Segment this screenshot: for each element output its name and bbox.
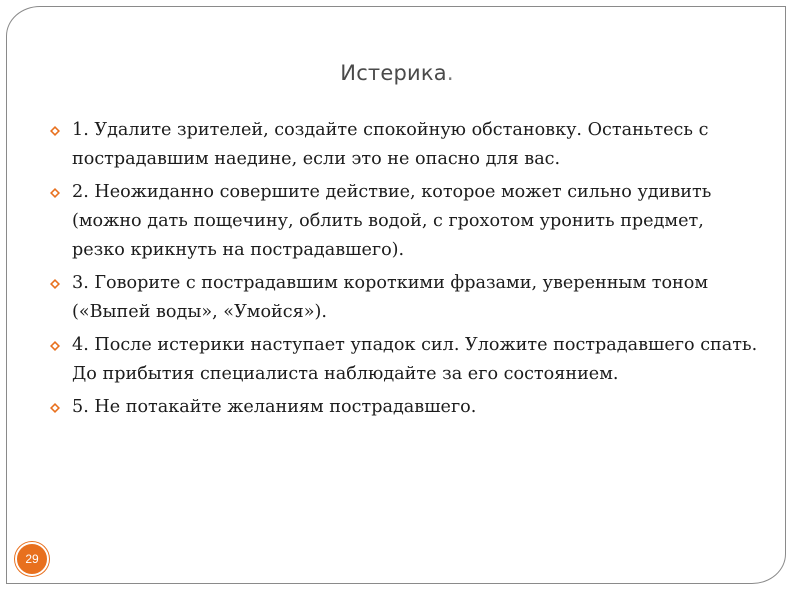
list-item [50,393,762,422]
list-item-text: 2. Неожиданно совершите действие, которое может сильно удивить (можно дать пощечину, облить водой, с грохотом уронить предмет, резко крикнуть на пострадавшего). [72,182,712,260]
list-item-text: 5. Не потакайте желаниям пострадавшего. [72,397,477,417]
list-item-text: 1. Удалите зрителей, создайте спокойную обстановку. Останьтесь с пострадавшим наедине, если это не опасно для вас. [72,120,709,169]
list-item [50,116,762,174]
slide-title [0,61,794,85]
list-item [50,331,762,389]
list-item [50,269,762,327]
diamond-bullet-icon [50,403,60,413]
slide-title-text: Истерика [340,61,447,85]
diamond-bullet-icon [50,188,60,198]
list-item-text: 4. После истерики наступает упадок сил. Уложите пострадавшего спать. До прибытия специалиста наблюдайте за его состоянием. [72,335,758,384]
diamond-bullet-icon [50,126,60,136]
list-item [50,178,762,265]
bullet-list [50,116,762,426]
page-number-badge: 29 [15,542,49,576]
diamond-bullet-icon [50,341,60,351]
list-item-text: 3. Говорите с пострадавшим короткими фразами, уверенным тоном («Выпей воды», «Умойся»). [72,273,709,322]
diamond-bullet-icon [50,279,60,289]
slide-title-period: . [446,61,454,85]
